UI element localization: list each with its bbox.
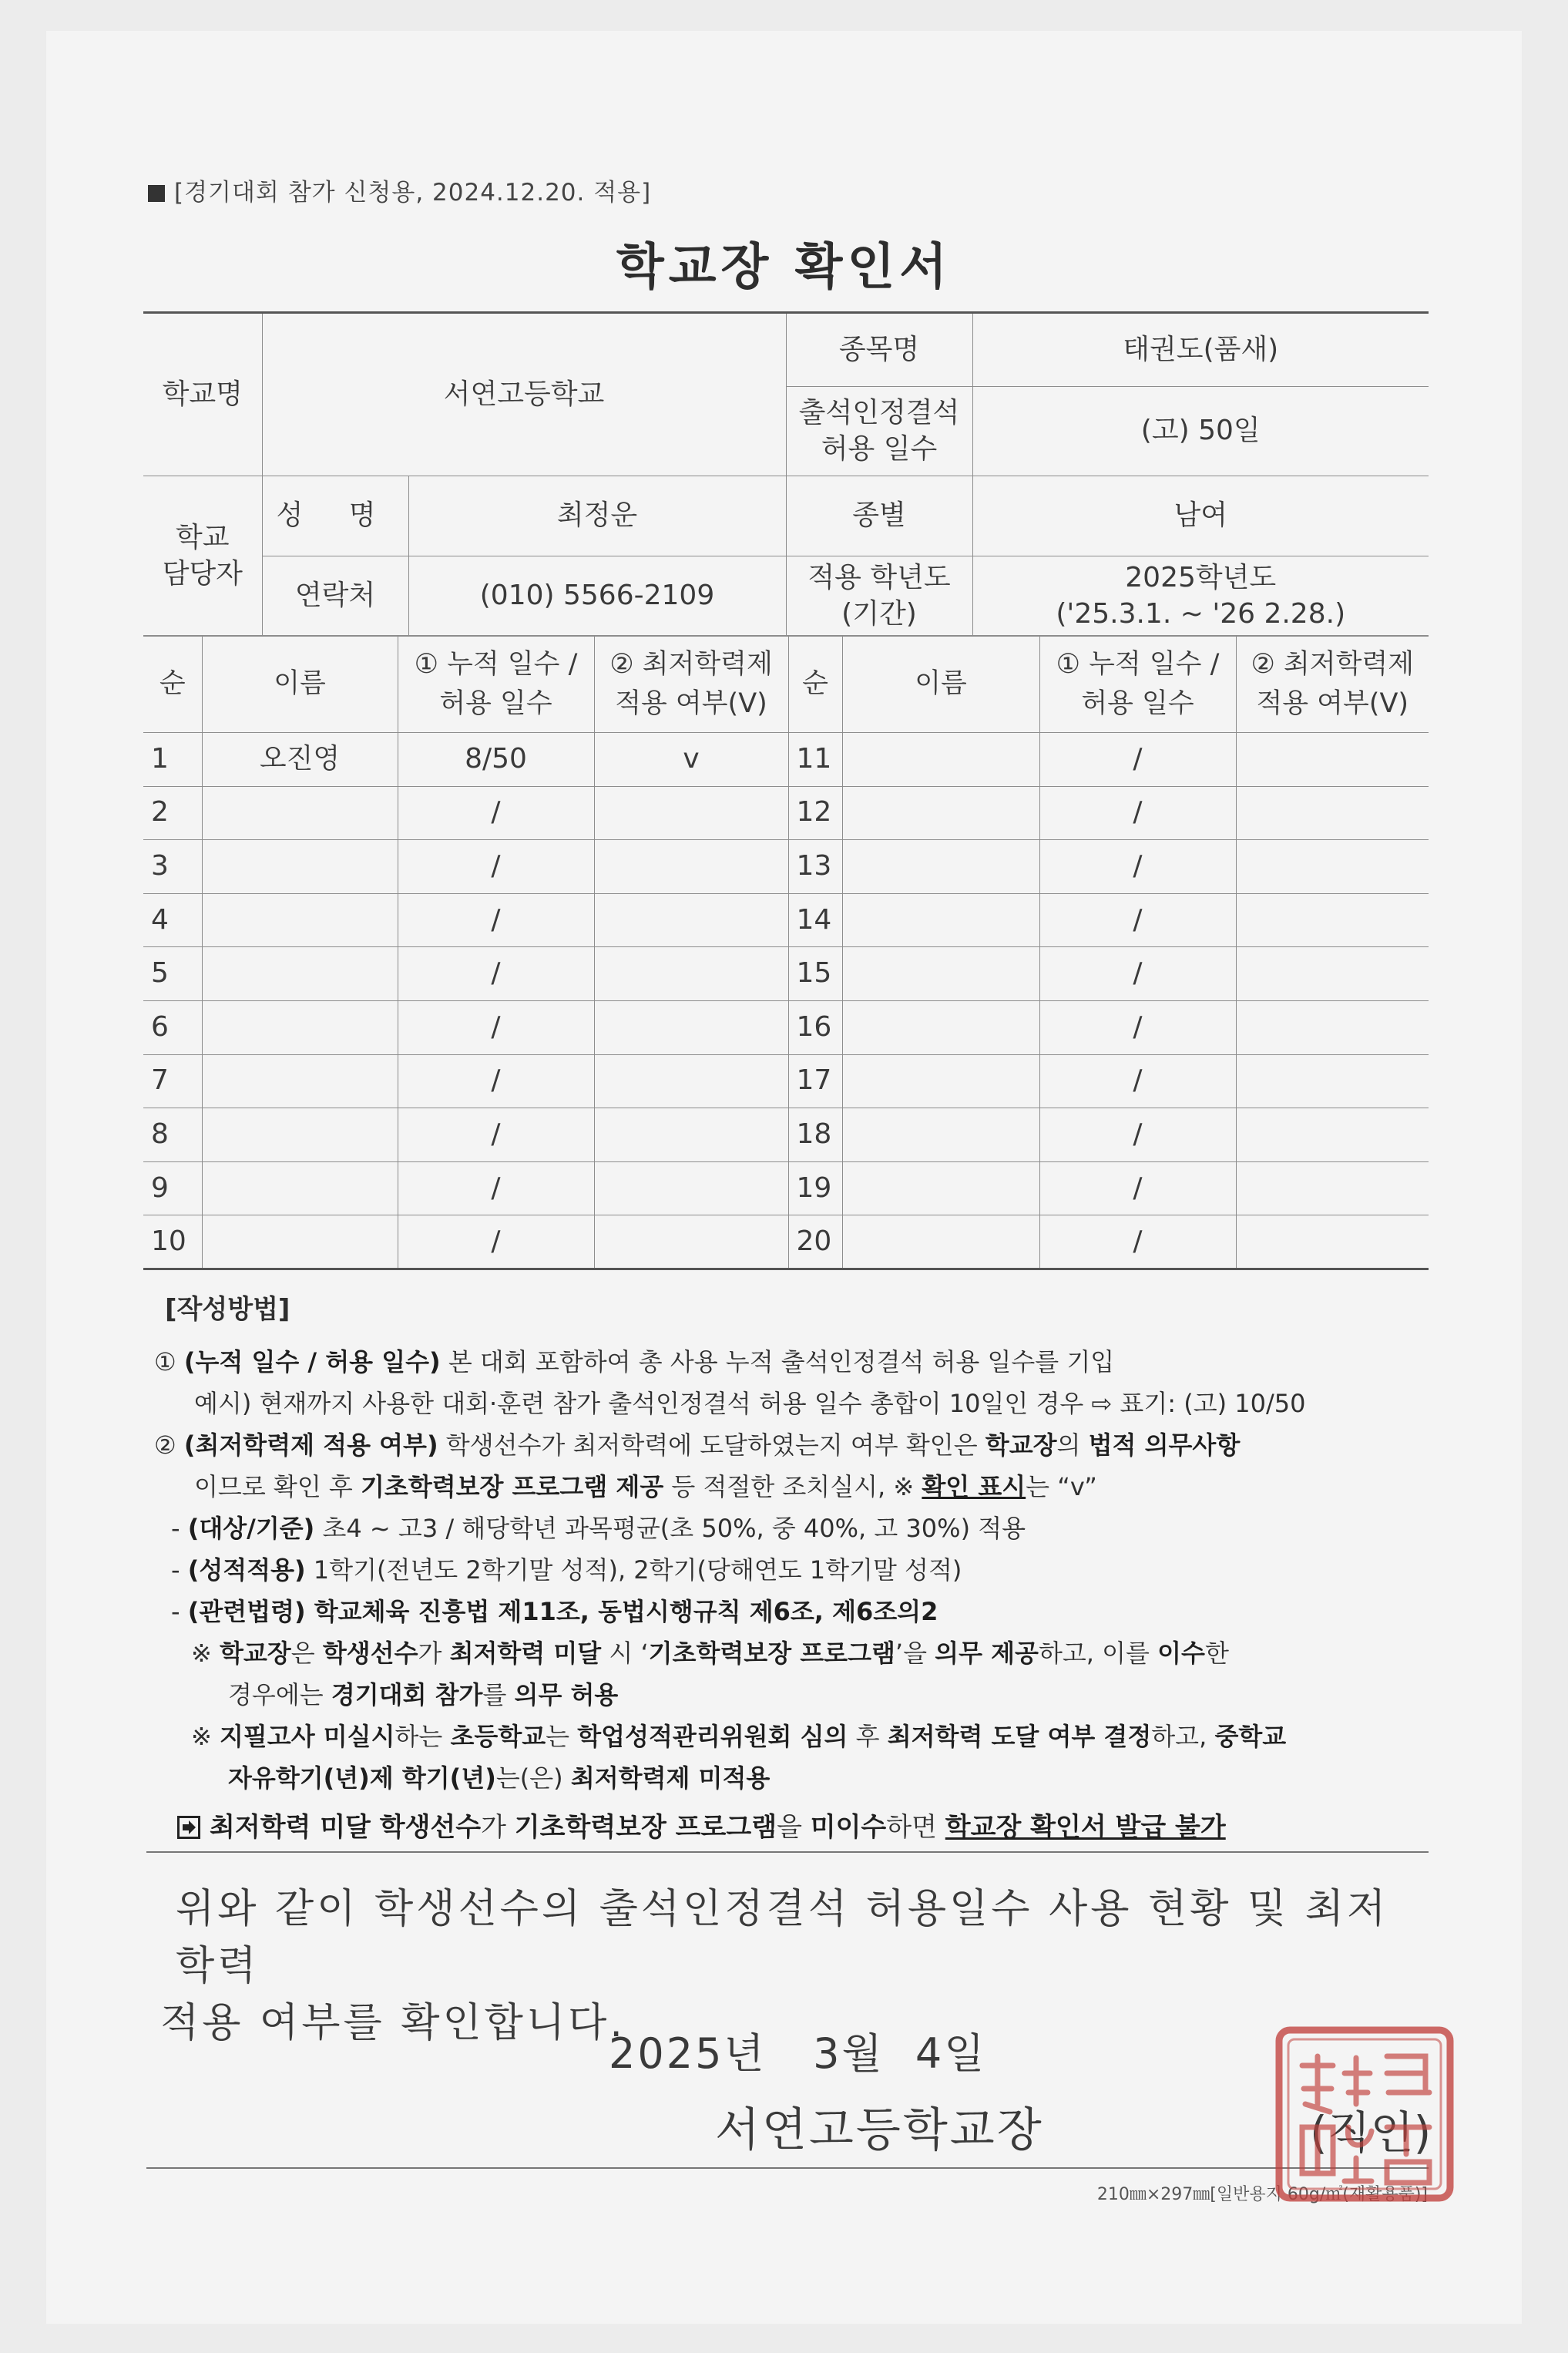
- instructions-heading: [작성방법]: [165, 1294, 290, 1325]
- instruction-2-text-c: 의: [1056, 1430, 1089, 1460]
- contact-person-label-line2: 담당자: [162, 557, 243, 590]
- instruction-2-line2-a: 이므로 확인 후: [194, 1472, 361, 1501]
- note-1-j: 하고, 이를: [1038, 1639, 1158, 1668]
- note-1-k: 이수: [1157, 1639, 1205, 1668]
- row-no-cell: 5: [143, 947, 202, 1001]
- note-1: ※ 학교장은 학생선수가 최저학력 미달 시 ‘기초학력보장 프로그램’을 의무 제공하고, 이를 이수한: [191, 1639, 1229, 1668]
- row-no-cell: 19: [788, 1161, 842, 1215]
- row-no-cell: 2: [143, 786, 202, 840]
- note-2-e: 학업성적관리위원회 심의: [577, 1722, 848, 1751]
- header-min-left: [594, 636, 788, 733]
- note-2-i: 중학교: [1214, 1722, 1287, 1751]
- note-1-line2: [154, 1674, 1433, 1716]
- row-min-cell: [1236, 893, 1429, 947]
- statement-line-1: 위와 같이 학생선수의 출석인정결석 허용일수 사용 현황 및 최저학력: [176, 1886, 1389, 1989]
- note-1-e: 최저학력 미달: [449, 1639, 602, 1668]
- header-days-line1: ① 누적 일수 /: [1056, 648, 1220, 680]
- roster-header-row: [143, 636, 1429, 733]
- header-min-line1: ② 최저학력제: [1251, 648, 1415, 680]
- square-bullet-icon: [148, 185, 165, 202]
- row-name-cell: [842, 733, 1039, 787]
- divider-bottom: [146, 2167, 1429, 2169]
- row-days-cell: /: [1039, 1000, 1236, 1054]
- instruction-1-example: 예시) 현재까지 사용한 대회·훈련 참가 출석인정결석 허용 일수 총합이 10일인 경우 ⇨ 표기: (고) 10/50: [194, 1389, 1306, 1418]
- table-row: [143, 840, 1429, 894]
- row-name-cell: 오진영: [202, 733, 398, 787]
- header-name-right: 이름: [842, 636, 1039, 733]
- gender-label: 종별: [786, 476, 972, 556]
- table-row: [143, 1161, 1429, 1215]
- arrow-box-icon: [177, 1816, 200, 1839]
- row-days-cell: /: [398, 1161, 594, 1215]
- header-min-line2: 적용 여부(V): [1256, 687, 1409, 719]
- row-min-cell: [594, 1108, 788, 1162]
- final-warning-g: 학교장 확인서 발급 불가: [945, 1812, 1226, 1843]
- header-name-left: 이름: [202, 636, 398, 733]
- note-2-h: 하고,: [1151, 1722, 1215, 1751]
- row-no-cell: 7: [143, 1054, 202, 1108]
- row-name-cell: [202, 786, 398, 840]
- note-2-b: 하는: [395, 1722, 451, 1751]
- row-days-cell: /: [1039, 893, 1236, 947]
- row-days-cell: /: [1039, 1054, 1236, 1108]
- note-1-b: 은: [290, 1639, 323, 1668]
- row-min-cell: v: [594, 733, 788, 787]
- row-min-cell: [1236, 733, 1429, 787]
- final-warning-c: 기초학력보장 프로그램: [514, 1812, 777, 1843]
- header-days-line1: ① 누적 일수 /: [414, 648, 578, 680]
- academic-year-label-line1: 적용 학년도: [808, 561, 951, 593]
- row-min-cell: [1236, 1054, 1429, 1108]
- note-2-c: 초등학교: [450, 1722, 546, 1751]
- row-no-cell: 13: [788, 840, 842, 894]
- table-row: [143, 733, 1429, 787]
- contact-phone-label: 연락처: [262, 556, 408, 637]
- contact-name-label: 성 명: [262, 476, 408, 556]
- absence-days-label: [786, 387, 972, 476]
- contact-name-value: 최정운: [408, 476, 786, 556]
- row-min-cell: [594, 893, 788, 947]
- criteria-line: - (대상/기준) 초4 ~ 고3 / 해당학년 과목평균(초 50%, 중 40%, 고 30%) 적용: [171, 1514, 1026, 1543]
- row-no-cell: 8: [143, 1108, 202, 1162]
- row-no-cell: 15: [788, 947, 842, 1001]
- row-min-cell: [594, 1000, 788, 1054]
- row-name-cell: [842, 840, 1039, 894]
- instruction-1-text: 본 대회 포함하여 총 사용 누적 출석인정결석 허용 일수를 기입: [440, 1347, 1115, 1377]
- row-name-cell: [202, 1108, 398, 1162]
- note-1-line2-c: 를: [482, 1680, 515, 1709]
- school-name-label: 학교명: [143, 313, 262, 476]
- contact-person-label-line1: 학교: [175, 521, 230, 553]
- instruction-2-line2-b: 기초학력보장 프로그램 제공: [361, 1472, 664, 1501]
- table-row: [143, 1215, 1429, 1269]
- circled-2-marker: ②: [154, 1430, 176, 1460]
- row-name-cell: [202, 1161, 398, 1215]
- row-min-cell: [1236, 1108, 1429, 1162]
- row-min-cell: [594, 1215, 788, 1269]
- student-roster-table: [143, 635, 1429, 1270]
- statement-line-2: 적용 여부를 확인합니다.: [160, 2000, 626, 2046]
- contact-person-label: [143, 476, 262, 637]
- row-name-cell: [842, 947, 1039, 1001]
- final-warning-b: 가: [481, 1812, 515, 1843]
- table-row: [143, 1108, 1429, 1162]
- page-title: 학교장 확인서: [616, 239, 952, 296]
- academic-year-value-line2: ('25.3.1. ~ '26 2.28.): [1056, 597, 1346, 630]
- row-name-cell: [842, 893, 1039, 947]
- row-name-cell: [202, 1054, 398, 1108]
- row-min-cell: [594, 1161, 788, 1215]
- note-2-line2-c: 최저학력제 미적용: [570, 1763, 771, 1793]
- issue-date: 2025년 3월 4일: [609, 2029, 987, 2078]
- row-days-cell: 8/50: [398, 733, 594, 787]
- row-min-cell: [1236, 947, 1429, 1001]
- row-min-cell: [1236, 1000, 1429, 1054]
- row-days-cell: /: [398, 1215, 594, 1269]
- seal-label: (직인): [1310, 2106, 1432, 2159]
- row-days-cell: /: [398, 840, 594, 894]
- instruction-2-line2-d: 확인 표시: [922, 1472, 1026, 1501]
- table-row: [143, 947, 1429, 1001]
- note-1-line2-a: 경우에는: [228, 1680, 331, 1709]
- note-1-g: 기초학력보장 프로그램: [648, 1639, 895, 1668]
- academic-year-label-line2: (기간): [841, 597, 917, 630]
- header-days-line2: 허용 일수: [1081, 687, 1194, 719]
- instructions-section: [154, 1289, 1433, 1848]
- note-2-d: 는: [546, 1722, 578, 1751]
- row-min-cell: [1236, 840, 1429, 894]
- absence-days-value: (고) 50일: [972, 387, 1429, 476]
- row-name-cell: [842, 1108, 1039, 1162]
- absence-days-label-line2: 허용 일수: [821, 432, 938, 465]
- row-no-cell: 18: [788, 1108, 842, 1162]
- header-min-right: [1236, 636, 1429, 733]
- note-2: ※ 지필고사 미실시하는 초등학교는 학업성적관리위원회 심의 후 최저학력 도달 여부 결정하고, 중학교: [191, 1722, 1287, 1751]
- note-1-line2-b: 경기대회 참가: [331, 1680, 483, 1709]
- instruction-2-line2-e: 는 “v”: [1026, 1472, 1097, 1501]
- header-days-left: [398, 636, 594, 733]
- note-1-i: 의무 제공: [935, 1639, 1039, 1668]
- final-warning-f: 하면: [886, 1812, 945, 1843]
- row-days-cell: /: [398, 1108, 594, 1162]
- row-days-cell: /: [1039, 840, 1236, 894]
- row-no-cell: 20: [788, 1215, 842, 1269]
- note-1-line2-d: 의무 허용: [514, 1680, 619, 1709]
- official-seal-stamp: [1271, 2019, 1460, 2208]
- row-name-cell: [202, 947, 398, 1001]
- row-days-cell: /: [398, 1000, 594, 1054]
- row-no-cell: 1: [143, 733, 202, 787]
- gender-value: 남여: [972, 476, 1429, 556]
- academic-year-label: [786, 556, 972, 637]
- grades-line: - (성적적용) 1학기(전년도 2학기말 성적), 2학기(당해연도 1학기말 성적): [171, 1555, 962, 1585]
- row-no-cell: 16: [788, 1000, 842, 1054]
- row-days-cell: /: [398, 1054, 594, 1108]
- row-days-cell: /: [1039, 733, 1236, 787]
- note-1-c: 학생선수: [322, 1639, 418, 1668]
- row-days-cell: /: [1039, 947, 1236, 1001]
- criteria-bold: (대상/기준): [187, 1514, 315, 1543]
- table-row: [143, 786, 1429, 840]
- header-no-left: 순: [143, 636, 202, 733]
- laws-line: - (관련법령) 학교체육 진흥법 제11조, 동법시행규칙 제6조, 제6조의2: [171, 1597, 938, 1626]
- form-usage-note-text: [경기대회 참가 신청용, 2024.12.20. 적용]: [174, 179, 652, 207]
- school-name-value: 서연고등학교: [262, 313, 786, 476]
- row-name-cell: [842, 1215, 1039, 1269]
- academic-year-value-line1: 2025학년도: [1125, 561, 1277, 593]
- row-no-cell: 6: [143, 1000, 202, 1054]
- instruction-2-line2-c: 등 적절한 조치실시, ※: [663, 1472, 922, 1501]
- note-2-line2-b: 는(은): [495, 1763, 571, 1793]
- row-no-cell: 10: [143, 1215, 202, 1269]
- header-days-line2: 허용 일수: [439, 687, 552, 719]
- row-no-cell: 4: [143, 893, 202, 947]
- row-days-cell: /: [1039, 1108, 1236, 1162]
- note-1-l: 한: [1204, 1639, 1229, 1668]
- note-1-d: 가: [418, 1639, 450, 1668]
- row-min-cell: [1236, 1161, 1429, 1215]
- row-name-cell: [202, 893, 398, 947]
- note-2-f: 후: [848, 1722, 888, 1751]
- table-row: [143, 1000, 1429, 1054]
- note-1-a: 학교장: [219, 1639, 291, 1668]
- row-days-cell: /: [398, 893, 594, 947]
- event-value: 태권도(품새): [972, 313, 1429, 387]
- instruction-2-bold-d: 법적 의무사항: [1088, 1430, 1241, 1460]
- header-days-right: [1039, 636, 1236, 733]
- instruction-1-bold: (누적 일수 / 허용 일수): [183, 1347, 441, 1377]
- instruction-item-1: [154, 1341, 1433, 1383]
- row-name-cell: [842, 1161, 1039, 1215]
- final-warning-d: 을: [777, 1812, 811, 1843]
- row-name-cell: [202, 1000, 398, 1054]
- row-no-cell: 11: [788, 733, 842, 787]
- header-min-line2: 적용 여부(V): [615, 687, 767, 719]
- instruction-2-line2: [154, 1466, 1433, 1508]
- row-min-cell: [594, 786, 788, 840]
- row-no-cell: 12: [788, 786, 842, 840]
- grades-bold: (성적적용): [187, 1555, 306, 1585]
- note-2-a: 지필고사 미실시: [219, 1722, 395, 1751]
- instruction-item-2: [154, 1424, 1433, 1466]
- row-min-cell: [594, 840, 788, 894]
- row-days-cell: /: [1039, 1215, 1236, 1269]
- row-name-cell: [202, 840, 398, 894]
- row-min-cell: [594, 947, 788, 1001]
- table-row: [143, 1054, 1429, 1108]
- row-min-cell: [1236, 786, 1429, 840]
- note-2-line2-a: 자유학기(년)제 학기(년): [228, 1763, 496, 1793]
- instruction-2-bold-b: 학교장: [985, 1430, 1057, 1460]
- row-days-cell: /: [1039, 786, 1236, 840]
- row-min-cell: [1236, 1215, 1429, 1269]
- final-warning: [154, 1807, 1433, 1848]
- row-days-cell: /: [398, 947, 594, 1001]
- note-2-line2: [154, 1757, 1433, 1799]
- paper-spec-footer: 210㎜×297㎜[일반용지 60g/㎡(재활용품)]: [1096, 2185, 1428, 2204]
- table-row: [143, 893, 1429, 947]
- row-name-cell: [202, 1215, 398, 1269]
- row-no-cell: 14: [788, 893, 842, 947]
- row-name-cell: [842, 1000, 1039, 1054]
- form-usage-note: [148, 173, 651, 207]
- header-no-right: 순: [788, 636, 842, 733]
- row-name-cell: [842, 1054, 1039, 1108]
- final-warning-a: 최저학력 미달 학생선수: [210, 1812, 482, 1843]
- contact-phone-value: (010) 5566-2109: [408, 556, 786, 637]
- event-label: 종목명: [786, 313, 972, 387]
- header-min-line1: ② 최저학력제: [609, 648, 773, 680]
- instruction-2-text-a: 학생선수가 최저학력에 도달하였는지 여부 확인은: [438, 1430, 985, 1460]
- criteria-text: 초4 ~ 고3 / 해당학년 과목평균(초 50%, 중 40%, 고 30%) 적용: [314, 1514, 1026, 1543]
- row-days-cell: /: [398, 786, 594, 840]
- laws-bold: (관련법령) 학교체육 진흥법 제11조, 동법시행규칙 제6조, 제6조의2: [187, 1597, 938, 1626]
- row-no-cell: 9: [143, 1161, 202, 1215]
- note-1-h: ’을: [895, 1639, 935, 1668]
- note-1-f: 시 ‘: [601, 1639, 649, 1668]
- row-name-cell: [842, 786, 1039, 840]
- final-warning-e: 미이수: [810, 1812, 887, 1843]
- grades-text: 1학기(전년도 2학기말 성적), 2학기(당해연도 1학기말 성적): [305, 1555, 962, 1585]
- row-no-cell: 3: [143, 840, 202, 894]
- instruction-2-bold: (최저학력제 적용 여부): [183, 1430, 438, 1460]
- principal-name: 서연고등학교장: [715, 2103, 1044, 2157]
- school-info-table: [143, 311, 1429, 637]
- academic-year-value: [972, 556, 1429, 637]
- circled-1-marker: ①: [154, 1347, 176, 1377]
- absence-days-label-line1: 출석인정결석: [798, 396, 960, 429]
- row-no-cell: 17: [788, 1054, 842, 1108]
- note-2-g: 최저학력 도달 여부 결정: [887, 1722, 1152, 1751]
- row-days-cell: /: [1039, 1161, 1236, 1215]
- divider-top: [146, 1851, 1429, 1853]
- row-min-cell: [594, 1054, 788, 1108]
